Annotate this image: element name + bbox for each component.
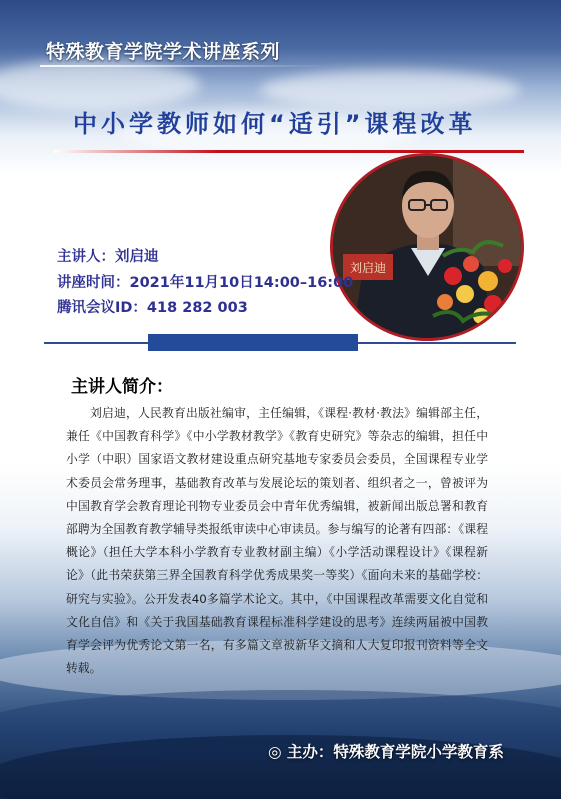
lecture-title: 中小学教师如何“适引”课程改革	[73, 110, 477, 138]
speaker-portrait	[330, 153, 524, 341]
nameplate-text: 刘启迪	[349, 261, 387, 275]
series-underline	[40, 65, 330, 67]
cloud-decoration	[0, 60, 200, 110]
speaker-photo-illustration	[333, 156, 521, 338]
divider-block	[148, 334, 358, 351]
speaker-name: 主讲人：刘启迪	[57, 249, 159, 265]
bio-text: 刘启迪，人民教育出版社编审，主任编辑，《课程·教材·教法》编辑部主任，兼任《中国教育科学》《中小学教材教学》《教育史研究》等杂志的编辑，担任中小学（中职）国家语文教材建设重点研究基地专家委员会委员，全国课程专业学术委员会常务理事，基础教育改革与发展论坛的策划者、组织者之一，曾被评为中国教育学会教育理论刊物专业委员会中青年优秀编辑，被新闻出版总署和教育部聘为全国教育教学辅导类报纸审读中心审读员。参与编写的论著有四部：《课程概论》（担任大学本科小学教育专业教材副主编）《小学活动课程设计》《课程新论》（此书荣获第三界全国教育科学优秀成果奖一等奖）《面向未来的基础学校：研究与实验》。公开发表40多篇学术论文。其中，《中国课程改革需要文化自觉和文化自信》和《关于我国基础教育课程标准科学建设的思考》连续两届被中国教育学会评为优秀论文第一名，有多篇文章被新华文摘和人大复印报刊资料等全文转载。	[66, 406, 488, 676]
series-title: 特殊教育学院学术讲座系列	[46, 41, 281, 63]
lecture-time: 讲座时间：2021年11月10日14:00–16:00	[57, 275, 354, 291]
bio-heading: 主讲人简介：	[71, 377, 173, 397]
meeting-id: 腾讯会议ID：418 282 003	[57, 300, 248, 316]
organizer-line: ◎ 主办：特殊教育学院小学教育系	[268, 743, 504, 761]
title-divider	[54, 150, 524, 153]
